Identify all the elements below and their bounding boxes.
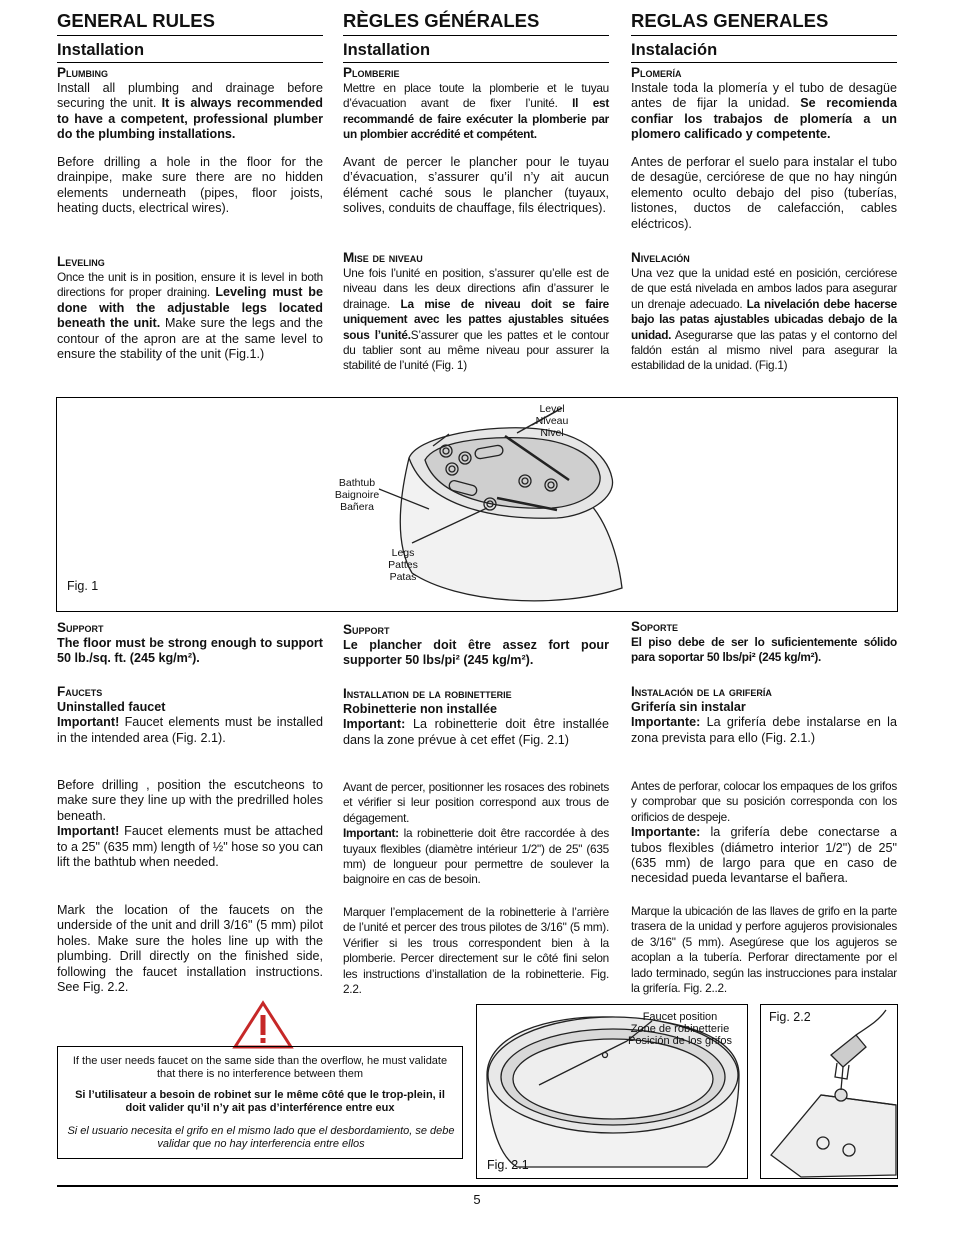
column-english-drill: [57, 778, 323, 870]
column-spanish-drill: [631, 779, 897, 887]
leveling-heading: Leveling: [57, 254, 105, 269]
section-title: RÈGLES GÉNÉRALES: [343, 10, 609, 36]
drill-important: Importante: la grifería debe conectarse a tubos flexibles (diámetro interior 1/2") de 25" (635 mm) de largo para que en caso de necesidad pueda levantarse el bañera.: [631, 825, 897, 886]
leveling-paragraph: Once the unit is in position, ensure it is level in both directions for proper draining. Leveling must be done with the adjustable legs located beneath the unit. Make sure the legs and the contour of the apron are at the same level to ensure the stability of the unit (Fig.1.): [57, 270, 324, 362]
plumbing-heading: Plumbing: [57, 65, 108, 80]
figure-2-2-label: Fig. 2.2: [769, 1010, 811, 1024]
column-french-leveling: [343, 248, 609, 374]
figure-2-1-frame: [476, 1004, 748, 1179]
leveling-heading: Mise de niveau: [343, 250, 423, 265]
faucets-important: Important: La robinetterie doit être installée dans la zone prévue à cet effet (Fig. 2.1): [343, 717, 609, 747]
support-text: El piso debe de ser lo suficientemente sólido para soportar 50 lbs/pi² (245 kg/m²).: [631, 635, 897, 665]
support-text: Le plancher doit être assez fort pour supporter 50 lbs/pi² (245 kg/m²).: [343, 638, 609, 668]
column-english-leveling: [57, 252, 323, 362]
page-number: 5: [473, 1192, 481, 1207]
column-french: [343, 10, 609, 143]
column-spanish-plumbing2: [631, 155, 897, 232]
leveling-paragraph: Une fois l’unité en position, s’assurer qu’elle est de niveau dans les deux directions afin d’assurer le drainage. La mise de niveau doit se faire uniquement avec les pattes ajustables situées sous l’unité.S’assurer que les pattes et le contour du tablier sont au même niveau pour assurer la stabilité de l’unité (Fig. 1): [343, 266, 609, 373]
warning-triangle-icon: [232, 1000, 294, 1050]
column-spanish-faucets: [631, 682, 897, 746]
section-subtitle: Installation: [343, 40, 609, 63]
plumbing-paragraph-2: Avant de percer le plancher pour le tuyau d’évacuation, s’assurer qu’il n’y ait aucun élément caché sous le plancher (tuyaux, solives, conduits de chauffage, fils électriques).: [343, 155, 609, 216]
bathtub-illustration: [57, 398, 899, 611]
column-english-plumbing2: [57, 155, 323, 217]
plumbing-paragraph-2: Antes de perforar el suelo para instalar el tubo de desagüe, cerciórese de que no hay ningún elemento oculto debajo del piso (tuberías, listones, ductos de calefacción, cables eléctricos).: [631, 155, 897, 231]
faucets-heading: Instalación de la grifería: [631, 684, 772, 699]
warning-french: Si l’utilisateur a besoin de robinet sur le même côté que le trop-plein, il doit valider qu’il n’y ait pas d’interférence entre eux: [75, 1089, 445, 1114]
column-french-drill: [343, 780, 609, 888]
column-french-plumbing2: [343, 155, 609, 217]
drill-paragraph: Avant de percer, positionner les rosaces des robinets et vérifier si leur position correspond aux trous de dégagement.: [343, 780, 609, 825]
column-english-faucets: [57, 682, 323, 746]
column-spanish-support: [631, 617, 897, 666]
faucets-heading: Faucets: [57, 684, 103, 699]
plumbing-heading: Plomberie: [343, 65, 400, 80]
legs-label: Legs Pattes Patas: [388, 547, 418, 583]
support-heading: Soporte: [631, 619, 679, 634]
section-title: GENERAL RULES: [57, 10, 323, 36]
footer-rule: [57, 1185, 898, 1187]
drill-paragraph: Before drilling , position the escutcheons to make sure they line up with the predrilled holes beneath.: [57, 778, 323, 823]
warning-english: If the user needs faucet on the same side than the overflow, he must validate that there is no interference between them: [72, 1055, 448, 1080]
leveling-paragraph: Una vez que la unidad esté en posición, cerciórese de que está nivelada en ambos lados para asegurar un drenaje adecuado. La nivelación debe hacerse bajo las patas ajustables ubicadas debajo de la unidad. Asegurarse que las patas y el contorno del faldón están al mismo nivel para asegurar la estabilidad de la unidad. (Fig.1): [631, 266, 897, 373]
column-french-support: [343, 620, 609, 669]
column-spanish: [631, 10, 897, 143]
plumbing-paragraph: Mettre en place toute la plomberie et le tuyau d’évacuation avant de fixer l’unité. Il est recommandé de faire exécuter la plomberie par un plombier accrédité et compétent.: [343, 81, 610, 142]
mark-paragraph: Marquer l’emplacement de la robinetterie à l’arrière de l’unité et percer des trous pilotes de 3/16" (5 mm). Vérifier si les trous correspondent bien à la plomberie. Percer directement sur le côté fini selon les instructions d’installation de la robinetterie. Fig. 2.2.: [343, 905, 609, 997]
figure-1-label: Fig. 1: [67, 579, 99, 593]
bathtub-label: Bathtub Baignoire Bañera: [334, 477, 380, 513]
column-french-faucets: [343, 684, 609, 748]
column-english: [57, 10, 323, 143]
warning-box: [57, 1046, 463, 1159]
column-french-mark: [343, 905, 609, 997]
plumbing-paragraph: Install all plumbing and drainage before securing the unit. It is always recommended to have a competent, professional plumber do the plumbing installations.: [57, 81, 323, 142]
column-english-support: [57, 618, 323, 667]
faucets-important: Important! Faucet elements must be installed in the intended area (Fig. 2.1).: [57, 715, 323, 745]
drill-important: Important: la robinetterie doit être raccordée à des tuyaux flexibles (diamètre intérieur 1/2") de 25" (635 mm) de longueur pour permettre de soulever la baignoire en cas de besoin.: [343, 826, 609, 887]
leveling-heading: Nivelación: [631, 250, 690, 265]
section-subtitle: Installation: [57, 40, 323, 63]
plumbing-heading: Plomería: [631, 65, 682, 80]
drill-illustration: [761, 1005, 897, 1178]
warning-spanish: Si el usuario necesita el grifo en el mismo lado que el desbordamiento, se debe validar que no hay interferencia entre ellos: [67, 1125, 455, 1150]
figure-2-1-label: Fig. 2.1: [487, 1158, 529, 1172]
figure-2-2-frame: [760, 1004, 898, 1179]
faucet-position-label: Faucet position Zone de robinetterie Posición de los grifos: [628, 1011, 732, 1047]
column-spanish-leveling: [631, 248, 897, 374]
column-spanish-mark: [631, 904, 897, 996]
faucets-heading: Installation de la robinetterie: [343, 686, 512, 701]
support-heading: Support: [343, 622, 390, 637]
column-english-mark: [57, 903, 323, 995]
faucets-subheading: Robinetterie non installée: [343, 702, 497, 716]
section-subtitle: Instalación: [631, 40, 897, 63]
section-title: REGLAS GENERALES: [631, 10, 897, 36]
support-heading: Support: [57, 620, 104, 635]
plumbing-paragraph: Instale toda la plomería y el tubo de desagüe antes de fijar la unidad. Se recomienda confiar los trabajos de plomería a un plomero calificado y competente.: [631, 81, 897, 142]
plumbing-paragraph-2: Before drilling a hole in the floor for the drainpipe, make sure there are no hidden elements underneath (pipes, floor joists, heating ducts, electrical wires).: [57, 155, 323, 216]
level-label: Level Niveau Nivel: [535, 403, 569, 439]
faucets-subheading: Grifería sin instalar: [631, 700, 746, 714]
drill-important: Important! Faucet elements must be attached to a 25" (635 mm) length of ½" hose so you can lift the bathtub when needed.: [57, 824, 323, 870]
faucets-subheading: Uninstalled faucet: [57, 700, 166, 714]
figure-1-frame: [56, 397, 898, 612]
faucets-important: Importante: La grifería debe instalarse en la zona prevista para ello (Fig. 2.1.): [631, 715, 897, 745]
mark-paragraph: Marque la ubicación de las llaves de grifo en la parte trasera de la unidad y perfore agujeros provisionales de 3/16" (5 mm). Asegúrese que los agujeros se acoplan a la tubería. Perforar directamente por el lado terminado, según las instrucciones para instalar la grifería. Fig. 2..2.: [631, 904, 897, 996]
drill-paragraph: Antes de perforar, colocar los empaques de los grifos y comprobar que su posición corresponda con los orificios de despeje.: [631, 779, 897, 824]
mark-paragraph: Mark the location of the faucets on the underside of the unit and drill 3/16" (5 mm) pilot holes. Make sure the holes line up with the plumbing. Drill directly on the finished side, following the faucet installation instructions. See Fig. 2.2.: [57, 903, 323, 995]
support-text: The floor must be strong enough to support 50 lb./sq. ft. (245 kg/m²).: [57, 636, 323, 666]
